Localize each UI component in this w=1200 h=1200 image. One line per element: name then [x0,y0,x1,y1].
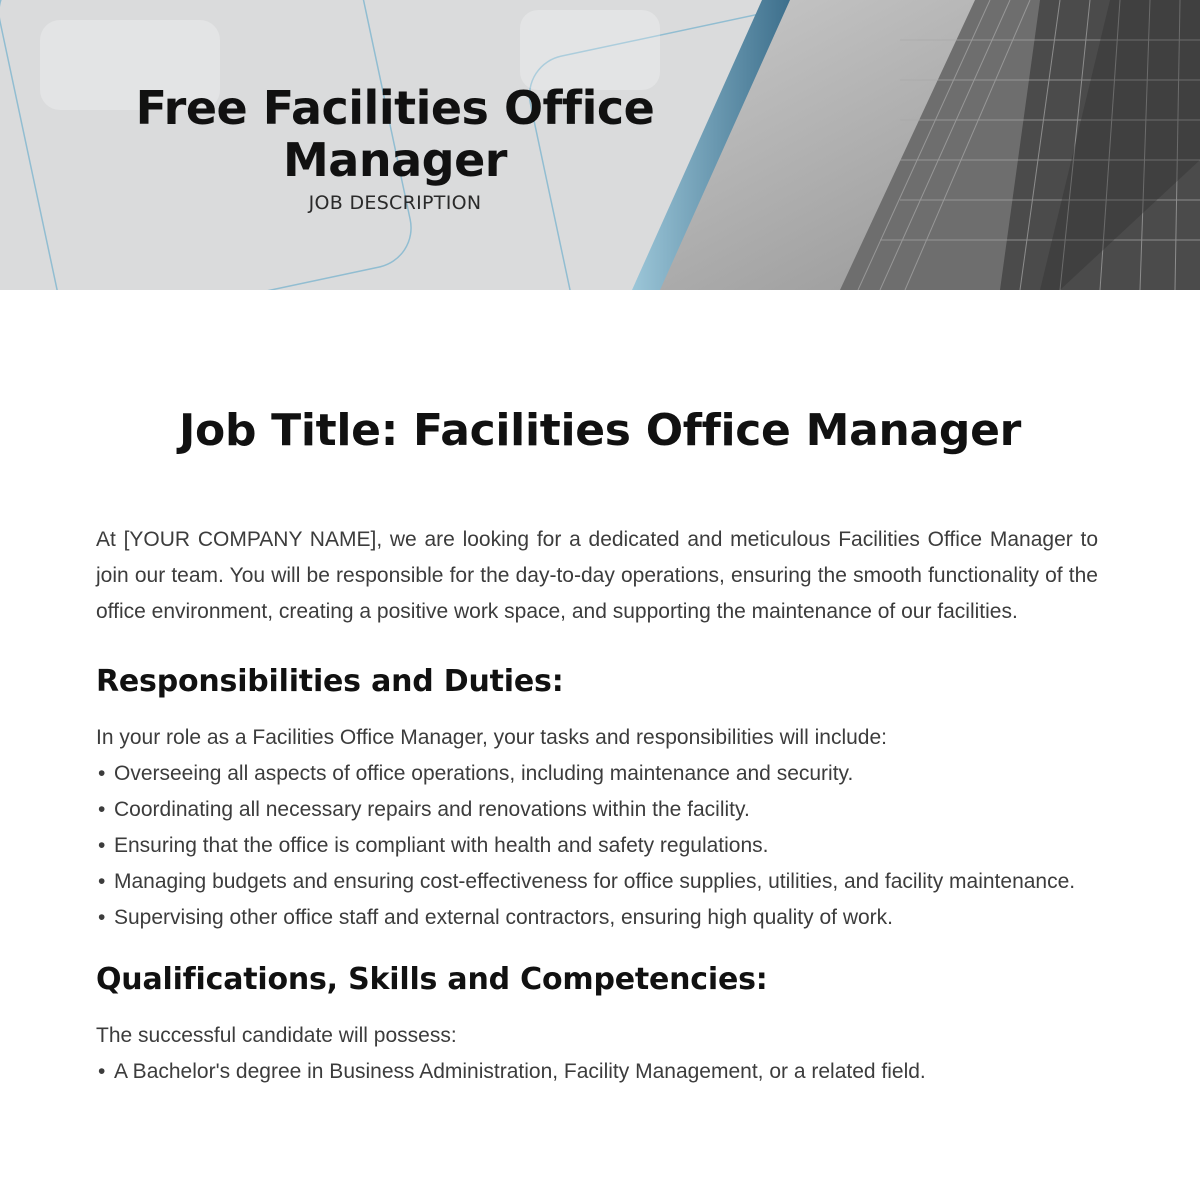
job-title: Job Title: Facilities Office Manager [178,405,1022,456]
list-item: • A Bachelor's degree in Business Administration, Facility Management, or a related field. [96,1054,1078,1090]
responsibilities-heading: Responsibilities and Duties: [96,664,564,699]
banner-heading [60,82,730,214]
list-item: • Supervising other office staff and external contractors, ensuring high quality of work. [96,900,1078,936]
intro-paragraph: At [YOUR COMPANY NAME], we are looking for a dedicated and meticulous Facilities Office Manager to join our team. You will be responsible for the day-to-day operations, ensuring the smooth functionality of the office environment, creating a positive work space, and supporting the maintenance of our facilities. [96,528,1098,623]
banner-title: Free Facilities Office Manager [135,81,655,187]
banner-subtitle: JOB DESCRIPTION [308,192,482,214]
qualifications-heading: Qualifications, Skills and Competencies: [96,962,768,997]
header-banner [0,0,1200,290]
list-item: • Overseeing all aspects of office operations, including maintenance and security. [96,756,1078,792]
qualifications-lead: The successful candidate will possess: [96,1024,457,1047]
responsibilities-list [96,756,1098,936]
qualifications-list [96,1054,1098,1090]
responsibilities-lead: In your role as a Facilities Office Manager, your tasks and responsibilities will include: [96,726,887,749]
list-item: • Coordinating all necessary repairs and renovations within the facility. [96,792,1078,828]
job-description-body [96,522,1098,1090]
list-item: • Managing budgets and ensuring cost-effectiveness for office supplies, utilities, and facility maintenance. [96,864,1078,900]
list-item: • Ensuring that the office is compliant with health and safety regulations. [96,828,1078,864]
